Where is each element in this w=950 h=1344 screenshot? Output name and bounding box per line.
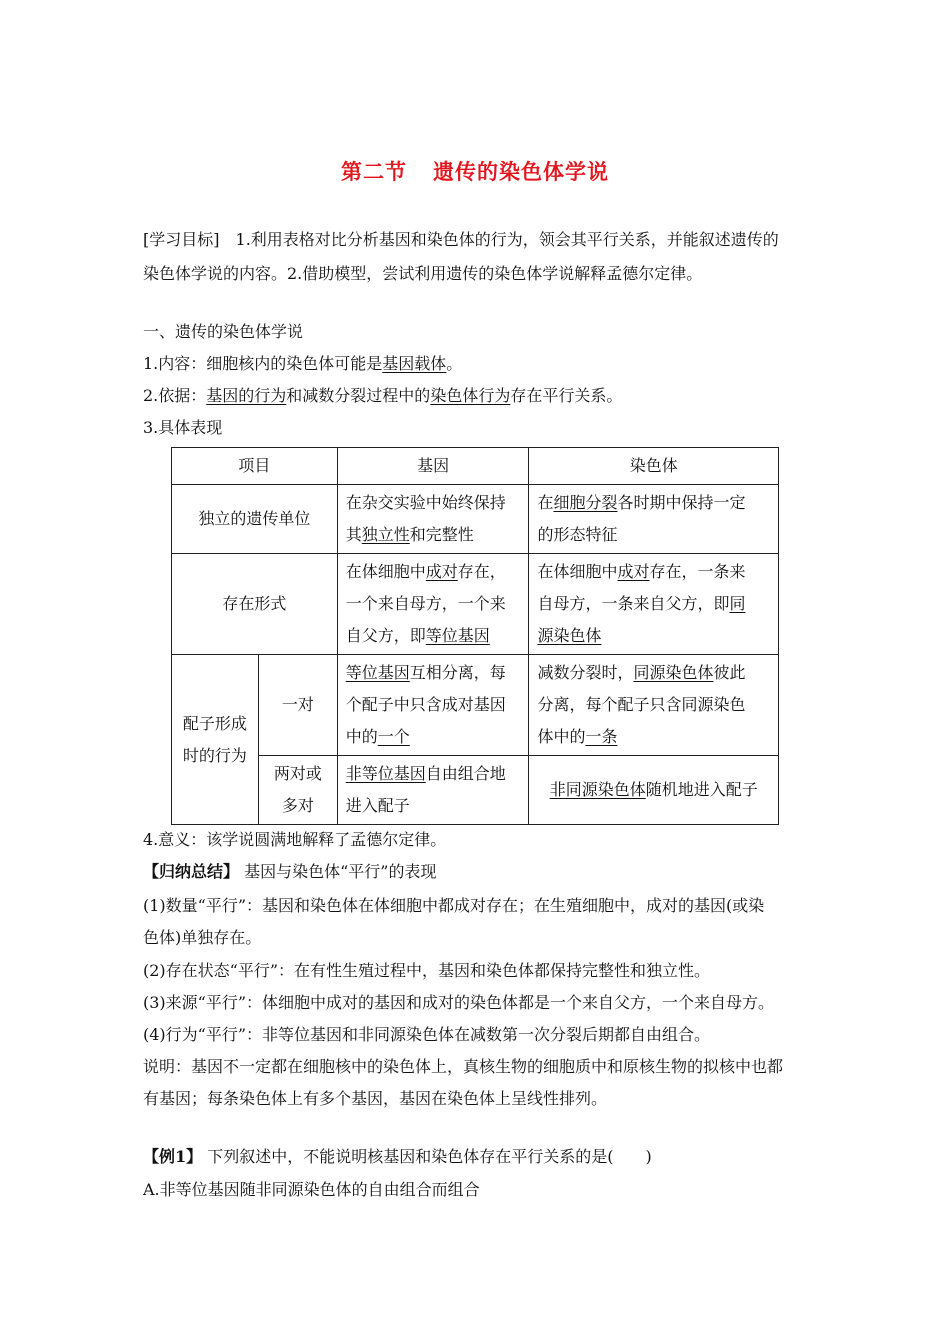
summary-note: 说明：基因不一定都在细胞核中的染色体上，真核生物的细胞质中和原核生物的拟核中也都 <box>143 1057 784 1076</box>
table-row <box>172 554 779 655</box>
item-detail: 3.具体表现 <box>143 418 223 437</box>
gene-cell: 非等位基因自由组合地 进入配子 <box>337 756 529 825</box>
summary-point-1-cont: 色体)单独存在。 <box>143 928 262 947</box>
summary-note-cont: 有基因；每条染色体上有多个基因，基因在染色体上呈线性排列。 <box>143 1089 608 1108</box>
chromosome-cell: 在细胞分裂各时期中保持一定 的形态特征 <box>529 485 779 554</box>
header-item: 项目 <box>172 448 338 485</box>
gene-cell: 在体细胞中成对存在， 一个来自母方，一个来 自父方，即等位基因 <box>337 554 529 655</box>
row-label: 独立的遗传单位 <box>172 485 338 554</box>
chromosome-cell: 非同源染色体随机地进入配子 <box>529 756 779 825</box>
section-heading: 一、遗传的染色体学说 <box>143 322 304 341</box>
row-label: 存在形式 <box>172 554 338 655</box>
page-title <box>0 156 950 186</box>
gene-cell: 在杂交实验中始终保持 其独立性和完整性 <box>337 485 529 554</box>
chromosome-cell: 减数分裂时，同源染色体彼此 分离，每个配子只含同源染色 体中的一条 <box>529 655 779 756</box>
example-question: 【例1】 下列叙述中，不能说明核基因和染色体存在平行关系的是( ) <box>143 1147 652 1166</box>
objectives-line-1: [学习目标] 1.利用表格对比分析基因和染色体的行为，领会其平行关系，并能叙述遗传的 <box>143 230 779 249</box>
chromosome-cell: 在体细胞中成对存在，一条来 自母方，一条来自父方，即同 源染色体 <box>529 554 779 655</box>
item-significance: 4.意义：该学说圆满地解释了孟德尔定律。 <box>143 830 447 849</box>
example-option-a: A.非等位基因随非同源染色体的自由组合而组合 <box>143 1180 480 1199</box>
objectives-label: [学习目标] <box>143 230 220 249</box>
summary-point-4: (4)行为“平行”：非等位基因和非同源染色体在减数第一次分裂后期都自由组合。 <box>143 1025 711 1044</box>
table-row <box>172 756 779 825</box>
row-label: 配子形成 时的行为 <box>172 655 259 825</box>
sub-label-multi-pair: 两对或 多对 <box>258 756 337 825</box>
gene-cell: 等位基因互相分离，每 个配子中只含成对基因 中的一个 <box>337 655 529 756</box>
header-gene: 基因 <box>337 448 529 485</box>
summary-point-2: (2)存在状态“平行”：在有性生殖过程中，基因和染色体都保持完整性和独立性。 <box>143 961 711 980</box>
table-header-row <box>172 448 779 485</box>
summary-point-3: (3)来源“平行”：体细胞中成对的基因和成对的染色体都是一个来自父方，一个来自母方。 <box>143 993 775 1012</box>
item-content: 1.内容：细胞核内的染色体可能是基因载体。 <box>143 354 463 373</box>
example-label: 【例1】 <box>143 1147 203 1166</box>
table-row <box>172 485 779 554</box>
title-section-number: 第二节 <box>341 159 407 184</box>
summary-label: 【归纳总结】 <box>143 862 240 881</box>
comparison-table <box>171 447 779 825</box>
sub-label-one-pair: 一对 <box>258 655 337 756</box>
summary-point-1: (1)数量“平行”：基因和染色体在体细胞中都成对存在；在生殖细胞中，成对的基因(或染 <box>143 896 765 915</box>
title-text: 遗传的染色体学说 <box>433 159 609 184</box>
objectives-line-2: 染色体学说的内容。2.借助模型，尝试利用遗传的染色体学说解释孟德尔定律。 <box>143 264 703 283</box>
item-basis: 2.依据：基因的行为和减数分裂过程中的染色体行为存在平行关系。 <box>143 386 623 405</box>
header-chromosome: 染色体 <box>529 448 779 485</box>
table-row <box>172 655 779 756</box>
summary-heading: 【归纳总结】 基因与染色体“平行”的表现 <box>143 862 437 881</box>
